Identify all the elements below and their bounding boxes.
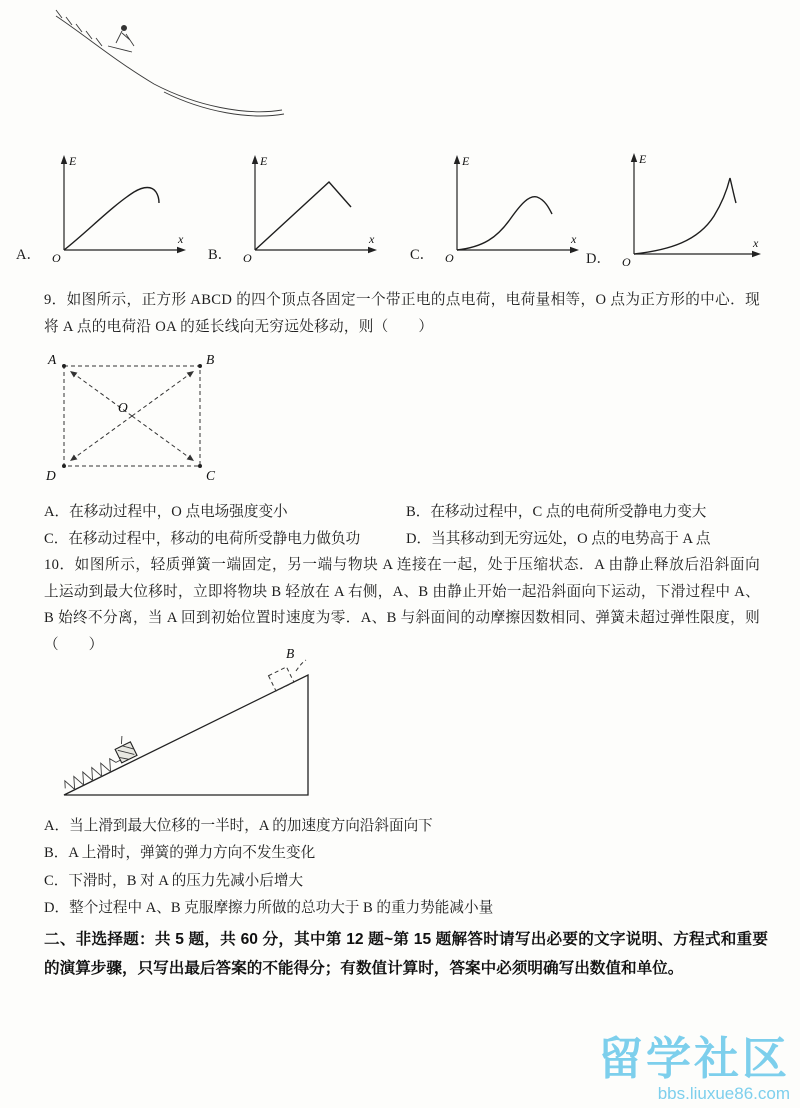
graph-option-label: D． [586, 251, 611, 267]
curve-c [457, 197, 552, 250]
origin-label: O [51, 251, 61, 265]
block-b-dashed [268, 646, 306, 691]
vertex-label-a: A [48, 352, 57, 367]
y-axis-label: E [638, 152, 647, 166]
skier-icon [108, 25, 134, 52]
incline-outline [64, 675, 308, 795]
curve-b [255, 182, 351, 250]
center-label-o: O [118, 400, 128, 415]
x-axis-label: x [177, 232, 184, 246]
option-item: B．A 上滑时，弹簧的弹力方向不发生变化 [44, 845, 316, 862]
graph-option-label: B． [208, 247, 233, 263]
spring-and-block-a [56, 734, 139, 793]
block-label-b: B [286, 646, 295, 661]
block-b-outline [268, 667, 293, 691]
watermark-url: bbs.liuxue86.com [657, 1084, 790, 1103]
option-item: C．在移动过程中，移动的电荷所受静电力做负功 [44, 531, 361, 547]
option-item: C．下滑时，B 对 A 的压力先减小后增大 [44, 872, 304, 889]
origin-label: O [445, 251, 454, 265]
graph-option-a [16, 150, 192, 268]
skier-slope-figure [36, 2, 288, 122]
y-axis-label: E [68, 154, 77, 168]
graph-option-label: C． [410, 247, 435, 263]
option-item: A．在移动过程中，O 点电场强度变小 [44, 504, 288, 520]
graph-c-plot [435, 150, 585, 268]
snow-hatch [56, 10, 102, 46]
graph-option-d [586, 150, 767, 272]
watermark-title: 留学社区 [597, 1033, 790, 1084]
option-item: D．当其移动到无穷远处，O 点的电势高于 A 点 [406, 531, 711, 547]
graph-b-plot [233, 150, 383, 268]
vertex-label-d: D [46, 468, 56, 483]
option-item: B．在移动过程中，C 点的电荷所受静电力变大 [406, 504, 707, 520]
vertex-label-c: C [206, 468, 216, 483]
graph-d-plot [612, 150, 767, 272]
question-10-text: 10．如图所示，轻质弹簧一端固定，另一端与物块 A 连接在一起，处于压缩状态．A 由静止释放后沿斜面向上运动到最大位移时，立即将物块 B 轻放在 A 右侧，A、B 由静止开始一起沿斜面向下运动，下滑过程中 A、B 始终不分离，当 A 回到初始位置时速度为零．A、B 与斜面间的动摩擦因数相同、弹簧未超过弹性限度，则（ ） [44, 557, 760, 653]
y-axis-label: E [462, 154, 470, 168]
question-9-text: 9．如图所示，正方形 ABCD 的四个顶点各固定一个带正电的点电荷，电荷量相等，O 点为正方形的中心．现将 A 点的电荷沿 OA 的延长线向无穷远处移动，则（ ） [44, 292, 760, 335]
spring-coil [62, 755, 123, 793]
section-2-header: 二、非选择题：共 5 题，共 60 分，其中第 12 题~第 15 题解答时请写出必要的文字说明、方程式和重要的演算步骤，只写出最后答案的不能得分；有数值计算时，答案中必须明确写出数值和单位。 [44, 931, 768, 977]
origin-label: O [621, 255, 631, 269]
incline-spring-figure [50, 645, 322, 805]
graph-option-b [208, 150, 383, 268]
watermark [598, 1022, 790, 1104]
option-item: A．当上滑到最大位移的一半时，A 的加速度方向沿斜面向下 [44, 818, 433, 834]
x-axis-label: x [369, 232, 375, 246]
y-axis-label: E [260, 154, 268, 168]
option-item: D．整个过程中 A、B 克服摩擦力所做的总功大于 B 的重力势能减小量 [44, 899, 494, 916]
curve-d [634, 178, 736, 254]
origin-label: O [243, 251, 252, 265]
question-10-options [44, 813, 760, 922]
x-axis-label: x [571, 232, 577, 246]
graph-option-c [410, 150, 585, 268]
x-axis-label: x [752, 236, 759, 250]
curve-a [64, 188, 159, 251]
vertex-label-b: B [206, 352, 215, 367]
question-9-options [44, 497, 788, 551]
square-charges-figure [38, 348, 224, 490]
graph-option-label: A． [16, 247, 41, 263]
graph-a-plot [42, 150, 192, 268]
